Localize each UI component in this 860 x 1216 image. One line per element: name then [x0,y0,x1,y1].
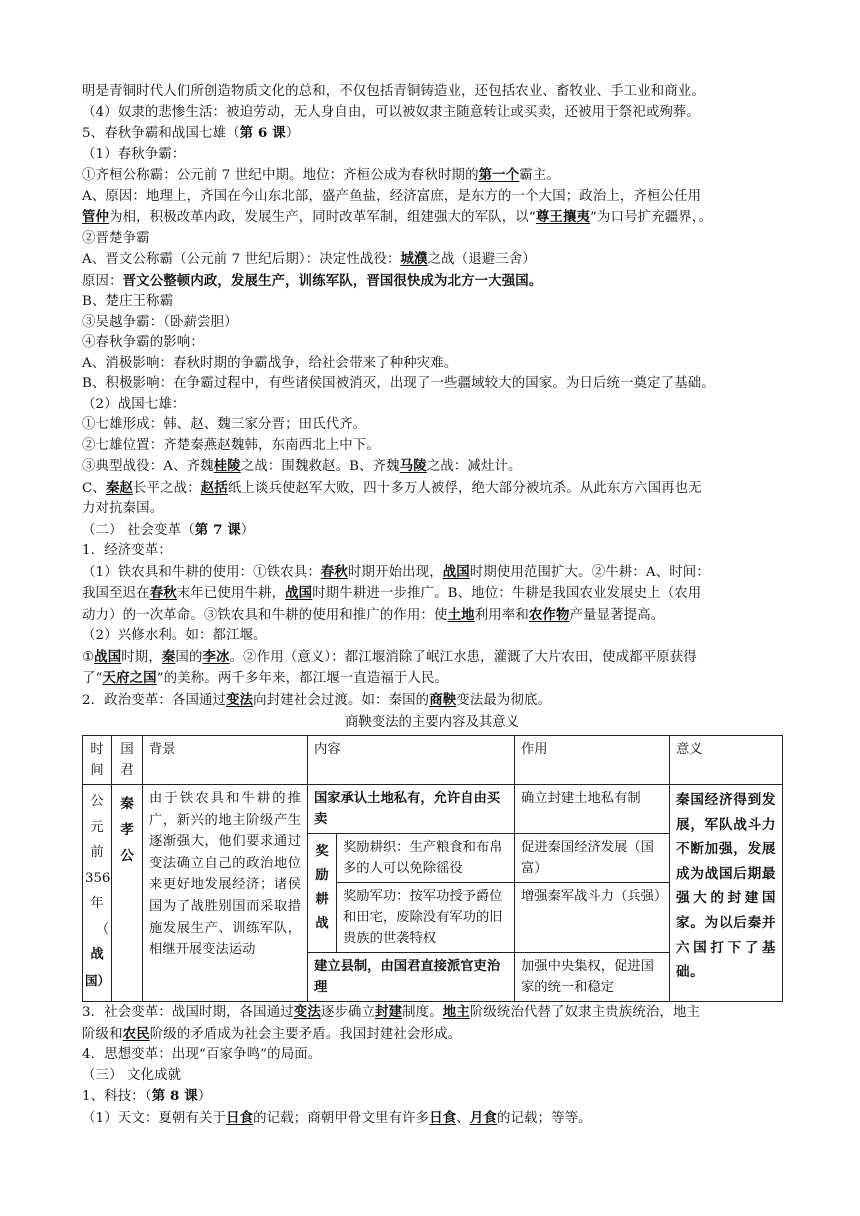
text-line: C、秦赵长平之战：赵括纸上谈兵使赵军大败，四十多万人被俘，绝大部分被坑杀。从此东方六国再也无 [82,479,702,496]
header-content: 内容 [308,736,515,785]
cell-significance: 秦国经济得到发展，军队战斗力不断加强，发展成为战国后期最强大的封建国家。为以后秦并六国打下了基础。 [670,785,783,1002]
text-line: 动力）的一次革命。③铁农具和牛耕的使用和推广的作用：使土地利用率和农作物产量显著提高。 [82,606,665,623]
text-line: B、积极影响：在争霸过程中，有些诸侯国被消灭，出现了一些疆域较大的国家。为日后统一奠定了基础。 [82,376,715,391]
cell-content-1: 国家承认土地私有，允许自由买卖 [308,785,515,834]
text-line: B、楚庄王称霸 [82,294,174,309]
header-significance: 意义 [670,736,783,785]
cell-effect-4: 加强中央集权，促进国家的统一和稳定 [515,953,670,1002]
text-line: 力对抗秦国。 [82,501,164,516]
cell-background: 由于铁农具和牛耕的推广，新兴的地主阶级产生逐渐强大，他们要求通过变法确立自己的政治地位来更好地发展经济；诸侯国为了战胜别国而采取措施发展生产、训练军队，相继开展变法运动 [143,785,308,1002]
cell-content-2: 奖励耕织：生产粮食和布帛多的人可以免除徭役 [337,834,515,883]
cell-effect-1: 确立封建土地私有制 [515,785,670,834]
table-caption: 商鞅变法的主要内容及其意义 [344,715,520,730]
table-row [83,785,783,834]
cell-effect-3: 增强秦军战斗力（兵强） [515,883,670,953]
cell-ruler: 秦孝公 [112,785,143,1002]
header-effect: 作用 [515,736,670,785]
text-line: 3．社会变革：战国时期，各国通过变法逐步确立封建制度。地主阶级统治代替了奴隶主贵族统治，地主 [82,1004,701,1020]
text-line: （2）兴修水利。如：都江堰。 [82,628,267,643]
section-heading: （三） 文化成就 [82,1067,182,1083]
text-line: ①齐桓公称霸：公元前 7 世纪中期。地位：齐桓公成为春秋时期的第一个霸主。 [82,167,560,183]
text-line: A、晋文公称霸（公元前 7 世纪后期）：决定性战役：城濮之战（退避三舍） [82,251,536,267]
cell-content-4: 建立县制，由国君直接派官吏治理 [308,953,515,1002]
cell-effect-2: 促进秦国经济发展（国富） [515,834,670,883]
text-line: 明是青铜时代人们所创造物质文化的总和，不仅包括青铜铸造业，还包括农业、畜牧业、手工业和商业。 [82,84,705,99]
section-heading: （二） 社会变革（第 7 课） [82,521,255,538]
cell-time: 公 元 前 356 年 （ 战 国） [83,785,112,1002]
text-line: A、原因：地理上，齐国在今山东北部，盛产鱼盐，经济富庶，是东方的一个大国；政治上，齐桓公任用 [82,188,702,204]
text-line: 我国至迟在春秋末年已使用牛耕，战国时期牛耕进一步推广。B、地位：牛耕是我国农业发展史上（农用 [82,585,702,601]
text-line: （1）铁农具和牛耕的使用：①铁农具：春秋时期开始出现，战国时期使用范围扩大。②牛耕：A、时间： [82,563,710,580]
section-heading: 1、科技：（第 8 课） [82,1088,212,1104]
text-line: ④春秋争霸的影响： [82,335,204,350]
table-header-row [83,736,783,785]
cell-content-3: 奖励军功：按军功授予爵位和田宅，废除没有军功的旧贵族的世袭特权 [337,883,515,953]
text-line: ②七雄位置：齐楚秦燕赵魏韩，东南西北上中下。 [82,437,380,453]
document-page [82,82,782,1129]
text-line: 管仲为相，积极改革内政，发展生产，同时改革军制，组建强大的军队，以“尊王攘夷”为口号扩充疆界，。 [82,209,713,225]
text-line: ②晋楚争霸 [82,230,150,246]
section-heading: 5、春秋争霸和战国七雄（第 6 课） [82,125,300,141]
text-line: 了“天府之国”的美称。两千多年来，都江堰一直造福于人民。 [82,670,449,686]
text-line: ③典型战役：A、齐魏桂陵之战：围魏救赵。B、齐魏马陵之战：减灶计。 [82,458,522,474]
text-line: 阶级和农民阶级的矛盾成为社会主要矛盾。我国封建社会形成。 [82,1025,462,1042]
text-line: 4．思想变革：出现“百家争鸣”的局面。 [82,1047,322,1062]
header-time: 时间 [83,736,112,785]
cell-reward-label: 奖励耕战 [308,834,337,953]
text-line: 2．政治变革：各国通过变法向封建社会过渡。如：秦国的商鞅变法最为彻底。 [82,691,552,708]
text-line: 原因：晋文公整顿内政，发展生产，训练军队，晋国很快成为北方一大强国。 [82,272,543,289]
header-background: 背景 [143,736,308,785]
text-line: （1）春秋争霸： [82,146,186,162]
text-line: 1．经济变革： [82,543,172,558]
text-line: （2）战国七雄： [82,396,186,412]
text-line: ①七雄形成：韩、赵、魏三家分晋；田氏代齐。 [82,417,367,432]
text-line: （4）奴隶的悲惨生活：被迫劳动，无人身自由，可以被奴隶主随意转让或买卖，还被用于祭祀或殉葬。 [82,104,700,120]
text-line: （1）天文：夏朝有关于日食的记载；商朝甲骨文里有许多日食、月食的记载；等等。 [82,1109,592,1126]
header-ruler: 国君 [112,736,143,785]
text-line: ①战国时期，秦国的李冰。②作用（意义）：都江堰消除了岷江水患，灌溉了大片农田，使成都平原获得 [82,648,697,665]
text-line: A、消极影响：春秋时期的争霸战争，给社会带来了种种灾难。 [82,355,458,371]
text-line: ③吴越争霸：（卧薪尝胆） [82,314,238,330]
reform-table [82,735,783,1002]
